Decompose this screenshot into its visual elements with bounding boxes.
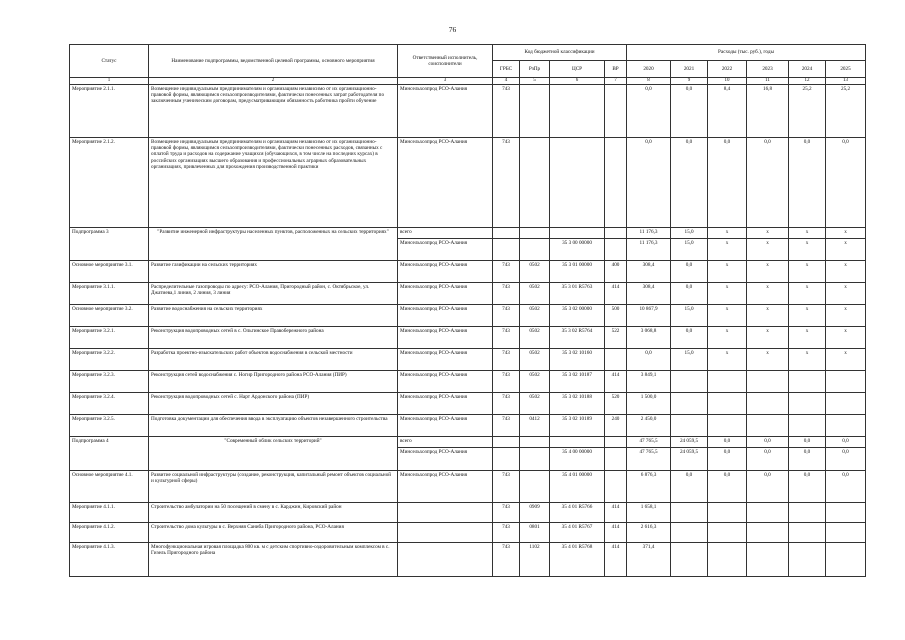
- row-year-value: 15,0: [671, 349, 708, 371]
- row-year-value: 0,0: [789, 471, 826, 503]
- row-year-value: х: [708, 349, 747, 371]
- header-expenses: Расходы (тыс. руб.), годы: [627, 45, 866, 61]
- row-grbs: 743: [493, 543, 520, 577]
- row-year-value: х: [708, 261, 747, 283]
- row-executor: Минсельхозпрод РСО-Алания: [398, 261, 493, 283]
- table-row: [70, 543, 866, 577]
- row-year-value: 0,0: [747, 448, 789, 471]
- row-year-value: 25,2: [789, 85, 826, 138]
- row-grbs: 743: [493, 261, 520, 283]
- row-vr: 414: [605, 543, 627, 577]
- row-year-value: 1 658,1: [627, 503, 671, 523]
- row-year-value: 0,0: [789, 138, 826, 228]
- row-year-value: 47 765,5: [627, 437, 671, 448]
- table-row: [70, 371, 866, 393]
- row-rzpr: 0502: [520, 371, 550, 393]
- row-vr: 500: [605, 305, 627, 327]
- row-csr: [550, 437, 605, 448]
- col-number: 10: [708, 78, 747, 85]
- row-year-value: [747, 523, 789, 543]
- header-year: 2025: [826, 61, 866, 78]
- row-executor: Минсельхозпрод РСО-Алания: [398, 327, 493, 349]
- table-row: [70, 349, 866, 371]
- table-row: [70, 305, 866, 327]
- row-year-value: х: [747, 283, 789, 305]
- row-grbs: 743: [493, 349, 520, 371]
- row-rzpr: 0502: [520, 349, 550, 371]
- row-year-value: 15,0: [671, 305, 708, 327]
- row-year-value: х: [747, 327, 789, 349]
- row-grbs: 743: [493, 327, 520, 349]
- row-csr: 35 3 02 10187: [550, 371, 605, 393]
- row-csr: 35 3 02 00000: [550, 305, 605, 327]
- row-year-value: 0,0: [671, 471, 708, 503]
- row-year-value: [826, 371, 866, 393]
- budget-table: [69, 44, 866, 577]
- col-number: 9: [671, 78, 708, 85]
- row-year-value: х: [789, 228, 826, 239]
- row-csr: 35 4 01 R5768: [550, 543, 605, 577]
- row-name: Разработка проектно-изыскательских работ объектов водоснабжения в сельской местности: [149, 349, 398, 371]
- row-year-value: 24 059,5: [671, 437, 708, 448]
- row-year-value: 47 765,5: [627, 448, 671, 471]
- row-csr: 35 3 01 00000: [550, 261, 605, 283]
- row-name: Развитие водоснабжения на сельских территориях: [149, 305, 398, 327]
- col-number: 2: [149, 78, 398, 85]
- row-status: Мероприятие 4.1.2.: [70, 523, 149, 543]
- row-grbs: 743: [493, 503, 520, 523]
- row-year-value: 10 867,9: [627, 305, 671, 327]
- row-executor: [398, 503, 493, 523]
- row-vr: 414: [605, 283, 627, 305]
- row-csr: 35 4 00 00000: [550, 448, 605, 471]
- row-executor: всего: [398, 437, 493, 448]
- row-name: Развитие социальной инфраструктуры (создание, реконструкция, капитальный ремонт объектов социальной и культурной сферы): [149, 471, 398, 503]
- row-year-value: х: [826, 349, 866, 371]
- header-grbs: ГРБС: [493, 61, 520, 78]
- row-year-value: 308,4: [627, 261, 671, 283]
- row-grbs: 743: [493, 415, 520, 437]
- row-vr: 520: [605, 393, 627, 415]
- row-rzpr: 1102: [520, 543, 550, 577]
- col-number: 11: [747, 78, 789, 85]
- row-status: Мероприятие 3.2.2.: [70, 349, 149, 371]
- row-status: Мероприятие 4.1.3.: [70, 543, 149, 577]
- row-year-value: 0,0: [708, 448, 747, 471]
- row-year-value: х: [747, 239, 789, 261]
- row-year-value: [789, 543, 826, 577]
- header-vr: ВР: [605, 61, 627, 78]
- row-status: Мероприятие 4.1.1.: [70, 503, 149, 523]
- row-year-value: [671, 415, 708, 437]
- row-csr: [550, 228, 605, 239]
- row-vr: [605, 471, 627, 503]
- col-number: 1: [70, 78, 149, 85]
- row-rzpr: [520, 228, 550, 239]
- row-executor: Минсельхозпрод РСО-Алания: [398, 393, 493, 415]
- row-vr: [605, 448, 627, 471]
- table-row: [70, 393, 866, 415]
- row-vr: 414: [605, 523, 627, 543]
- row-grbs: [493, 228, 520, 239]
- header-status: Статус: [70, 45, 149, 78]
- row-status: Подпрограмма 3: [70, 228, 149, 261]
- table-row: [70, 261, 866, 283]
- row-executor: всего: [398, 228, 493, 239]
- row-year-value: х: [747, 261, 789, 283]
- header-budget-code: Код бюджетной классификации: [493, 45, 627, 61]
- row-year-value: х: [708, 228, 747, 239]
- row-vr: [605, 228, 627, 239]
- row-year-value: 0,0: [789, 437, 826, 448]
- table-row: [70, 85, 866, 138]
- row-executor: Минсельхозпрод РСО-Алания: [398, 239, 493, 261]
- row-vr: 400: [605, 261, 627, 283]
- row-vr: 240: [605, 415, 627, 437]
- row-year-value: 0,0: [826, 437, 866, 448]
- row-rzpr: [520, 448, 550, 471]
- row-executor: [398, 543, 493, 577]
- row-vr: 522: [605, 327, 627, 349]
- row-year-value: [671, 543, 708, 577]
- row-year-value: х: [747, 305, 789, 327]
- row-status: Мероприятие 3.1.1.: [70, 283, 149, 305]
- row-year-value: 6 876,3: [627, 471, 671, 503]
- row-year-value: х: [708, 327, 747, 349]
- row-status: Основное мероприятие 3.1.: [70, 261, 149, 283]
- row-year-value: 0,0: [627, 85, 671, 138]
- header-year: 2022: [708, 61, 747, 78]
- row-year-value: 3 849,1: [627, 371, 671, 393]
- row-year-value: [826, 393, 866, 415]
- table-row: [70, 283, 866, 305]
- col-number: 12: [789, 78, 826, 85]
- row-year-value: х: [826, 283, 866, 305]
- row-year-value: [826, 543, 866, 577]
- row-year-value: [826, 415, 866, 437]
- row-year-value: 0,0: [708, 471, 747, 503]
- row-rzpr: 0502: [520, 393, 550, 415]
- row-year-value: [708, 503, 747, 523]
- row-name: Реконструкция водопроводных сетей с. Нарт Ардонского района (ПИР): [149, 393, 398, 415]
- row-year-value: 0,0: [826, 471, 866, 503]
- table-body: [70, 85, 866, 577]
- row-status: Мероприятие 3.2.5.: [70, 415, 149, 437]
- row-status: Подпрограмма 4: [70, 437, 149, 471]
- row-rzpr: 0502: [520, 283, 550, 305]
- row-year-value: 25,2: [826, 85, 866, 138]
- header-year: 2023: [747, 61, 789, 78]
- row-name: Подготовка документации для обеспечения ввода в эксплуатацию объектов незавершенного строительства: [149, 415, 398, 437]
- row-vr: [605, 138, 627, 228]
- row-year-value: [747, 503, 789, 523]
- header-year: 2020: [627, 61, 671, 78]
- row-grbs: 743: [493, 283, 520, 305]
- row-executor: Минсельхозпрод РСО-Алания: [398, 349, 493, 371]
- row-status: Основное мероприятие 4.1.: [70, 471, 149, 503]
- header-rzpr: РзПр: [520, 61, 550, 78]
- table-row: [70, 415, 866, 437]
- row-csr: 35 4 01 R5766: [550, 503, 605, 523]
- row-name: Распределительные газопроводы по адресу: РСО-Алания, Пригородный район, с. Октябрьское, ул. Джатиева,1 линия, 2 линия, 3 линия: [149, 283, 398, 305]
- header-csr: ЦСР: [550, 61, 605, 78]
- row-rzpr: 0502: [520, 261, 550, 283]
- col-number: 7: [605, 78, 627, 85]
- row-executor: Минсельхозпрод РСО-Алания: [398, 138, 493, 228]
- row-year-value: [789, 523, 826, 543]
- row-year-value: [671, 371, 708, 393]
- row-grbs: [493, 448, 520, 471]
- row-year-value: 16,8: [747, 85, 789, 138]
- row-year-value: [708, 393, 747, 415]
- row-year-value: 0,0: [627, 138, 671, 228]
- row-year-value: [747, 543, 789, 577]
- row-year-value: 0,0: [826, 138, 866, 228]
- header-executor: Ответственный исполнитель, соисполнители: [398, 45, 493, 78]
- header-name: Наименование подпрограммы, ведомственной целевой программы, основного мероприятия: [149, 45, 398, 78]
- row-year-value: [747, 371, 789, 393]
- row-year-value: х: [826, 228, 866, 239]
- row-executor: Минсельхозпрод РСО-Алания: [398, 305, 493, 327]
- row-grbs: [493, 239, 520, 261]
- row-year-value: [789, 371, 826, 393]
- row-year-value: 0,0: [747, 471, 789, 503]
- row-year-value: 3 068,8: [627, 327, 671, 349]
- row-year-value: 15,0: [671, 239, 708, 261]
- row-year-value: х: [789, 261, 826, 283]
- row-status: Основное мероприятие 3.2.: [70, 305, 149, 327]
- row-year-value: х: [708, 283, 747, 305]
- row-year-value: 2 616,3: [627, 523, 671, 543]
- row-name: Многофункциональная игровая площадка 800 кв. м с детским спортивно-оздоровительным комплексом в с. Гизель Пригородного района: [149, 543, 398, 577]
- row-csr: 35 3 01 R5763: [550, 283, 605, 305]
- row-rzpr: [520, 239, 550, 261]
- row-csr: 35 3 00 00000: [550, 239, 605, 261]
- row-year-value: 0,0: [671, 85, 708, 138]
- row-year-value: х: [826, 239, 866, 261]
- row-rzpr: 0801: [520, 523, 550, 543]
- row-year-value: х: [708, 305, 747, 327]
- row-grbs: 743: [493, 471, 520, 503]
- row-name: Возмещение индивидуальным предпринимателям и организациям независимо от их организационно-правовой формы, являющимся сельхозпроизводителями, фактически понесенных расходов, связанных с оплатой труда и расходов на содержание учащихся (обучающихся, в том числе на последних курсах) в российских организациях высшего образования и профессиональных аграрных образовательных организациях, привлеченных для прохождения производственной практики: [149, 138, 398, 228]
- row-year-value: [789, 393, 826, 415]
- row-csr: [550, 138, 605, 228]
- table-row: [70, 228, 866, 239]
- row-status: Мероприятие 3.2.4.: [70, 393, 149, 415]
- row-year-value: 11 176,3: [627, 228, 671, 239]
- row-year-value: х: [789, 327, 826, 349]
- row-csr: 35 3 02 10160: [550, 349, 605, 371]
- row-rzpr: [520, 437, 550, 448]
- row-grbs: 743: [493, 138, 520, 228]
- col-number: 3: [398, 78, 493, 85]
- row-year-value: х: [747, 349, 789, 371]
- row-year-value: 308,4: [627, 283, 671, 305]
- row-rzpr: 0909: [520, 503, 550, 523]
- row-year-value: [708, 543, 747, 577]
- row-status: Мероприятие 3.2.3.: [70, 371, 149, 393]
- header-year: 2021: [671, 61, 708, 78]
- row-rzpr: [520, 85, 550, 138]
- row-year-value: [747, 415, 789, 437]
- row-year-value: 2 450,0: [627, 415, 671, 437]
- row-year-value: 0,0: [627, 349, 671, 371]
- row-rzpr: 0502: [520, 305, 550, 327]
- row-year-value: [789, 415, 826, 437]
- row-name: "Современный облик сельских территорий": [149, 437, 398, 471]
- row-vr: [605, 437, 627, 448]
- row-executor: Минсельхозпрод РСО-Алания: [398, 371, 493, 393]
- row-vr: 414: [605, 503, 627, 523]
- row-year-value: 24 059,5: [671, 448, 708, 471]
- row-rzpr: 0502: [520, 327, 550, 349]
- row-executor: Минсельхозпрод РСО-Алания: [398, 283, 493, 305]
- table-row: [70, 523, 866, 543]
- row-year-value: х: [789, 349, 826, 371]
- table-row: [70, 471, 866, 503]
- col-number: 6: [550, 78, 605, 85]
- table-row: [70, 437, 866, 448]
- row-year-value: х: [826, 305, 866, 327]
- row-year-value: [708, 415, 747, 437]
- row-year-value: 15,0: [671, 228, 708, 239]
- row-status: Мероприятие 3.2.1.: [70, 327, 149, 349]
- row-year-value: 0,0: [747, 138, 789, 228]
- row-year-value: 1 500,0: [627, 393, 671, 415]
- row-year-value: 0,0: [671, 327, 708, 349]
- header-year: 2024: [789, 61, 826, 78]
- table-row: [70, 327, 866, 349]
- row-vr: [605, 85, 627, 138]
- row-grbs: 743: [493, 523, 520, 543]
- row-year-value: х: [826, 261, 866, 283]
- row-csr: 35 4 01 00000: [550, 471, 605, 503]
- row-year-value: 0,0: [747, 437, 789, 448]
- col-number: 4: [493, 78, 520, 85]
- row-executor: [398, 523, 493, 543]
- row-name: Реконструкция водопроводных сетей в с. Ольгинское Правобережного района: [149, 327, 398, 349]
- row-year-value: [826, 503, 866, 523]
- row-csr: 35 3 02 10188: [550, 393, 605, 415]
- row-name: "Развитие инженерной инфраструктуры населенных пунктов, расположенных на сельских территориях": [149, 228, 398, 261]
- row-csr: 35 3 02 10189: [550, 415, 605, 437]
- row-year-value: [671, 393, 708, 415]
- row-grbs: 743: [493, 85, 520, 138]
- row-vr: [605, 239, 627, 261]
- row-year-value: [708, 523, 747, 543]
- row-rzpr: [520, 138, 550, 228]
- row-year-value: 371,4: [627, 543, 671, 577]
- row-year-value: [708, 371, 747, 393]
- row-year-value: 11 176,3: [627, 239, 671, 261]
- row-year-value: 0,0: [708, 138, 747, 228]
- row-csr: [550, 85, 605, 138]
- page-number: 76: [448, 25, 457, 34]
- row-year-value: [671, 503, 708, 523]
- row-status: Мероприятие 2.1.2.: [70, 138, 149, 228]
- row-year-value: х: [826, 327, 866, 349]
- row-year-value: 0,0: [708, 437, 747, 448]
- row-year-value: [671, 523, 708, 543]
- row-year-value: 0,0: [671, 283, 708, 305]
- row-csr: 35 4 01 R5767: [550, 523, 605, 543]
- row-year-value: х: [789, 283, 826, 305]
- row-year-value: х: [747, 228, 789, 239]
- row-vr: [605, 349, 627, 371]
- row-name: Строительство амбулатории на 50 посещений в смену в с. Карджин, Кировский район: [149, 503, 398, 523]
- row-year-value: 0,0: [671, 138, 708, 228]
- col-number: 5: [520, 78, 550, 85]
- table-row: [70, 138, 866, 228]
- row-executor: Минсельхозпрод РСО-Алания: [398, 448, 493, 471]
- row-vr: 414: [605, 371, 627, 393]
- row-name: Развитие газификации на сельских территориях: [149, 261, 398, 283]
- row-csr: 35 3 02 R5764: [550, 327, 605, 349]
- row-year-value: [826, 523, 866, 543]
- row-status: Мероприятие 2.1.1.: [70, 85, 149, 138]
- row-name: Строительство дома культуры в с. Верхняя Саниба Пригородного района, РСО-Алания: [149, 523, 398, 543]
- col-number: 8: [627, 78, 671, 85]
- table-row: [70, 503, 866, 523]
- row-year-value: 8,4: [708, 85, 747, 138]
- row-rzpr: [520, 471, 550, 503]
- row-name: Возмещение индивидуальным предпринимателям и организациям независимо от их организационно-правовой формы, являющимся сельхозпроизводителями, фактически понесенных затрат работодателя по заключенным ученическим договорам, предусматривающим обязанность работника пройти обучение: [149, 85, 398, 138]
- row-year-value: х: [708, 239, 747, 261]
- row-year-value: 0,0: [826, 448, 866, 471]
- row-name: Реконструкция сетей водоснабжения с. Ногир Пригородного района РСО-Алания (ПИР): [149, 371, 398, 393]
- row-executor: Минсельхозпрод РСО-Алания: [398, 85, 493, 138]
- row-grbs: 743: [493, 371, 520, 393]
- col-number: 13: [826, 78, 866, 85]
- row-executor: Минсельхозпрод РСО-Алания: [398, 415, 493, 437]
- row-executor: Минсельхозпрод РСО-Алания: [398, 471, 493, 503]
- row-grbs: 743: [493, 393, 520, 415]
- row-grbs: [493, 437, 520, 448]
- row-grbs: 743: [493, 305, 520, 327]
- row-year-value: х: [789, 239, 826, 261]
- row-year-value: [789, 503, 826, 523]
- row-rzpr: 0412: [520, 415, 550, 437]
- row-year-value: х: [789, 305, 826, 327]
- row-year-value: [747, 393, 789, 415]
- row-year-value: 0,0: [789, 448, 826, 471]
- row-year-value: 0,0: [671, 261, 708, 283]
